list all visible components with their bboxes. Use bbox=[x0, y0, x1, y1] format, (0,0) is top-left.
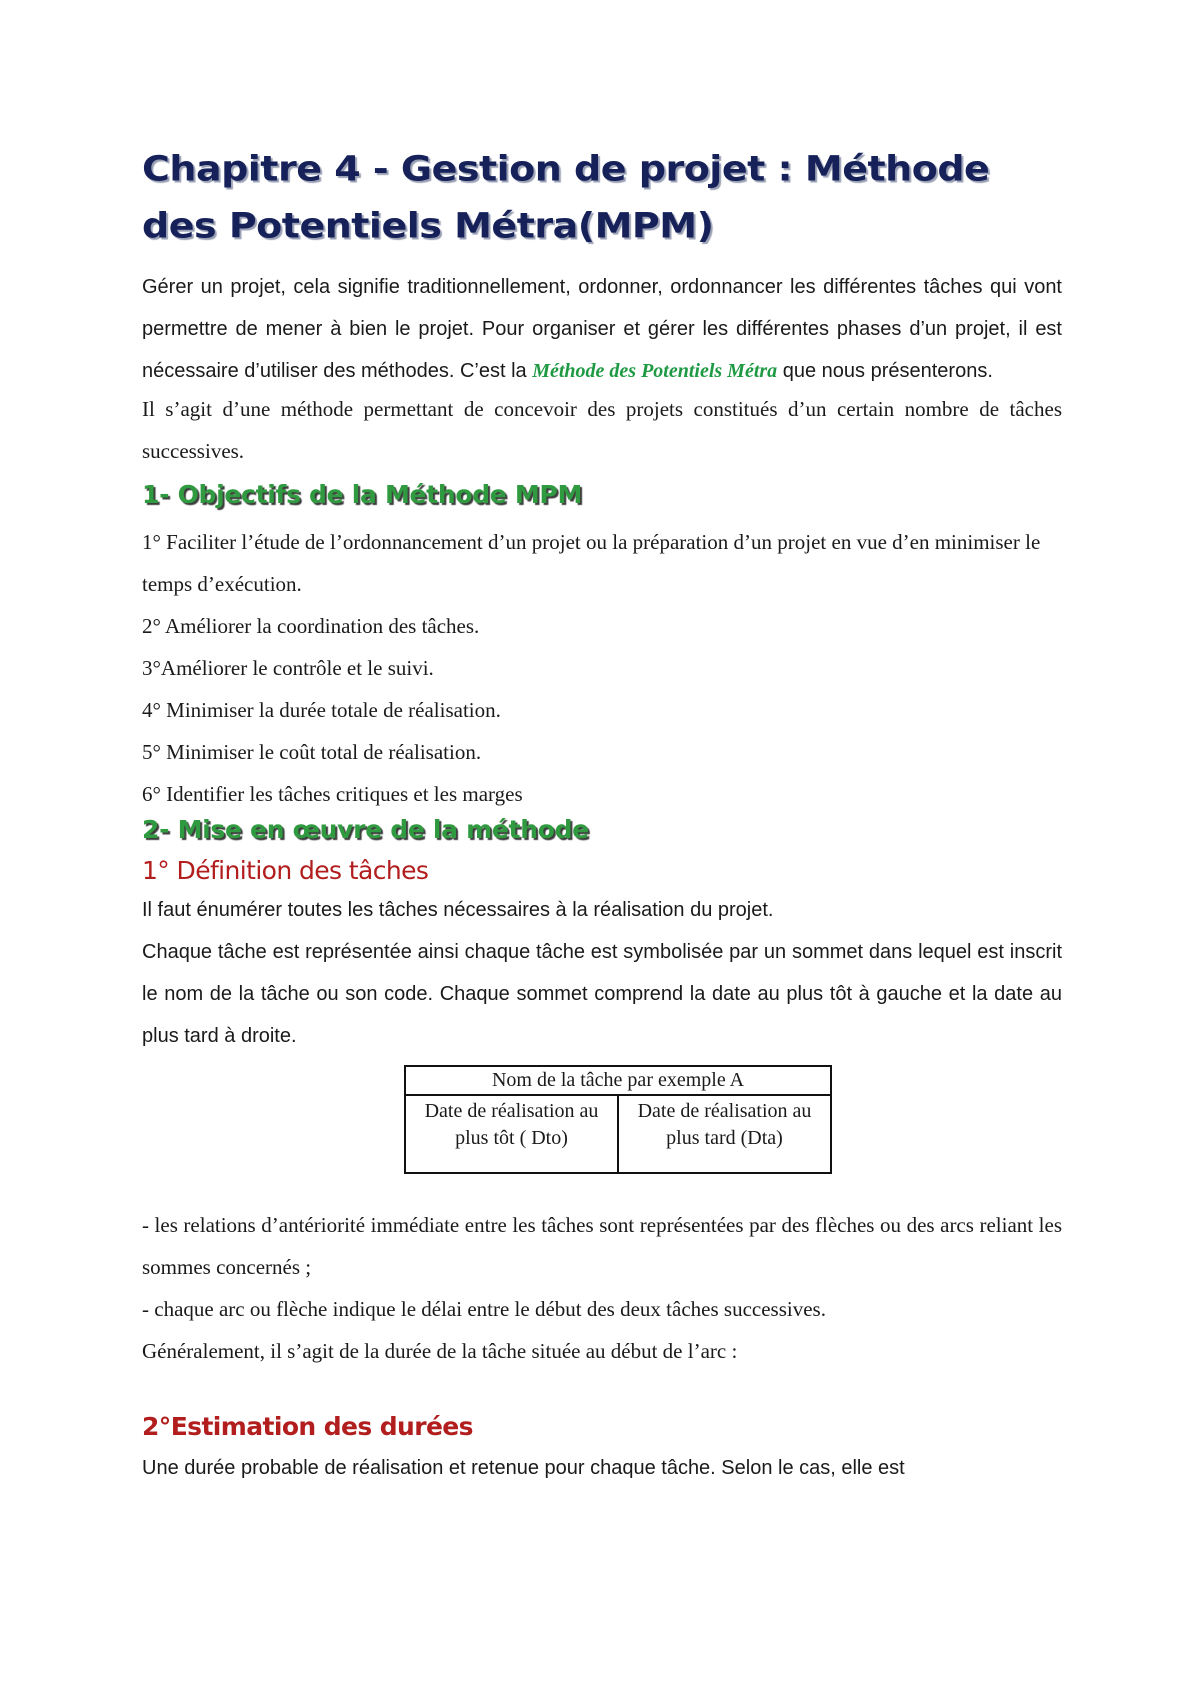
section-2-title: 2- Mise en œuvre de la méthode bbox=[142, 815, 589, 844]
task-node-table bbox=[404, 1065, 832, 1174]
method-name-emphasis: Méthode des Potentiels Métra bbox=[532, 360, 778, 382]
tasks-paragraph-3: - les relations d’antériorité immédiate entre les tâches sont représentées par des flèches ou des arcs reliant les sommes concernés ; bbox=[142, 1213, 1062, 1279]
task-node-latest-date: Date de réalisation au plus tard (Dta) bbox=[618, 1095, 831, 1173]
task-node-header: Nom de la tâche par exemple A bbox=[405, 1066, 831, 1095]
chapter-title: Chapitre 4 - Gestion de projet : Méthode des Potentiels Métra(MPM) bbox=[142, 148, 990, 246]
tasks-paragraph-5: Généralement, il s’agit de la durée de la tâche située au début de l’arc : bbox=[142, 1339, 738, 1363]
objectives-list bbox=[142, 521, 1062, 815]
tasks-paragraph-1: Il faut énumérer toutes les tâches nécessaires à la réalisation du projet. bbox=[142, 899, 774, 921]
tasks-paragraph-4: - chaque arc ou flèche indique le délai entre le début des deux tâches successives. bbox=[142, 1297, 826, 1321]
intro-paragraph-2: Il s’agit d’une méthode permettant de concevoir des projets constitués d’un certain nombre de tâches successives. bbox=[142, 397, 1062, 463]
section-1-title: 1- Objectifs de la Méthode MPM bbox=[142, 480, 583, 509]
task-node-earliest-date: Date de réalisation au plus tôt ( Dto) bbox=[405, 1095, 618, 1173]
durations-paragraph-1: Une durée probable de réalisation et retenue pour chaque tâche. Selon le cas, elle est bbox=[142, 1457, 905, 1479]
subsection-1-title: 1° Définition des tâches bbox=[142, 856, 429, 885]
tasks-paragraph-2: Chaque tâche est représentée ainsi chaque tâche est symbolisée par un sommet dans lequel est inscrit le nom de la tâche ou son code. Chaque sommet comprend la date au plus tôt à gauche et la date au plus tard à droite. bbox=[142, 941, 1062, 1047]
objective-item: 6° Identifier les tâches critiques et les marges bbox=[142, 782, 523, 806]
intro-text-before: Gérer un projet, cela signifie traditionnellement, ordonner, ordonnancer les différentes tâches qui vont permettre de mener à bien le projet. Pour organiser et gérer les différentes phases d’un projet, il est nécessaire d’utiliser des méthodes. C’est la bbox=[142, 276, 1062, 382]
document-content bbox=[142, 140, 1062, 1489]
objective-item: 3°Améliorer le contrôle et le suivi. bbox=[142, 656, 434, 680]
subsection-2-title: 2°Estimation des durées bbox=[142, 1412, 473, 1441]
intro-text-after: que nous présenterons. bbox=[777, 360, 993, 382]
intro-paragraph-1 bbox=[142, 266, 1062, 392]
objective-item: 4° Minimiser la durée totale de réalisation. bbox=[142, 698, 501, 722]
objective-item: 5° Minimiser le coût total de réalisation. bbox=[142, 740, 482, 764]
objective-item: 1° Faciliter l’étude de l’ordonnancement d’un projet ou la préparation d’un projet en vue d’en minimiser le temps d’exécution. bbox=[142, 530, 1041, 596]
objective-item: 2° Améliorer la coordination des tâches. bbox=[142, 614, 480, 638]
